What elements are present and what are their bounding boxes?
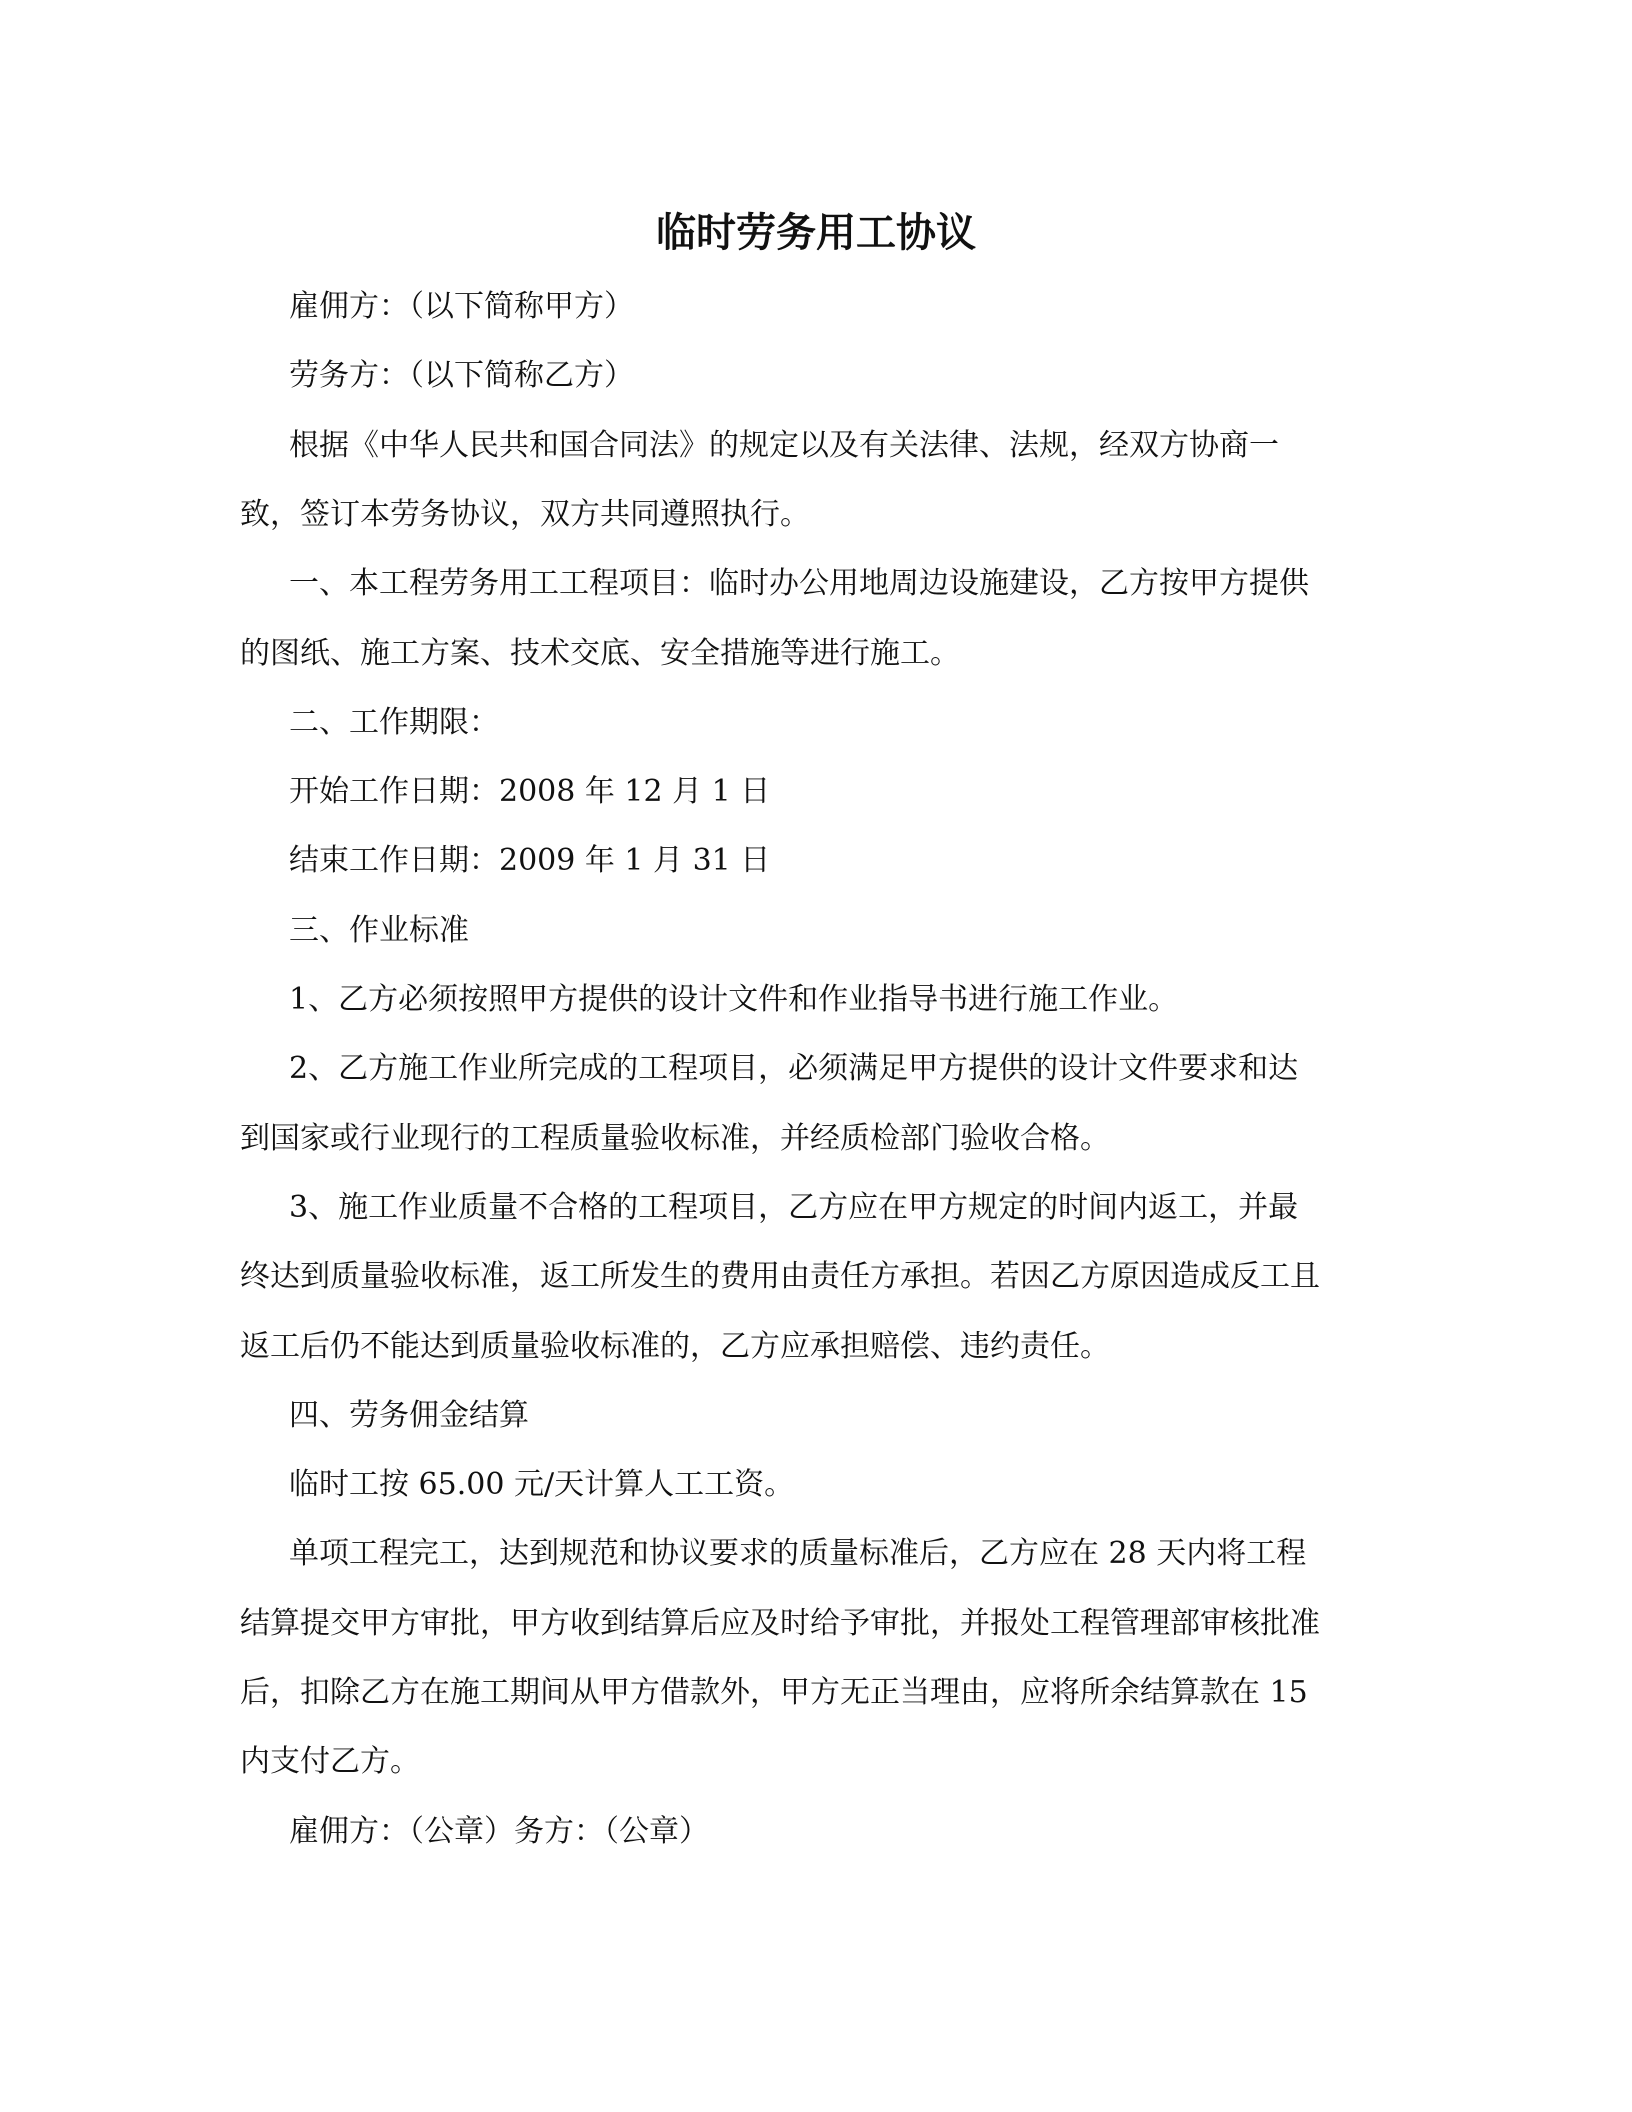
paragraph-line: 雇佣方：（公章）务方：（公章） [289, 1813, 709, 1849]
paragraph-line: 结束工作日期：2009 年 1 月 31 日 [289, 843, 771, 879]
paragraph-continuation-line: 后，扣除乙方在施工期间从甲方借款外，甲方无正当理由，应将所余结算款在 15 [240, 1675, 1308, 1710]
paragraph-line: 一、本工程劳务用工工程项目：临时办公用地周边设施建设，乙方按甲方提供 [289, 566, 1309, 602]
paragraph-line: 雇佣方：（以下简称甲方） [289, 289, 634, 324]
document-title: 临时劳务用工协议 [656, 209, 976, 256]
paragraph-continuation-line: 的图纸、施工方案、技术交底、安全措施等进行施工。 [240, 635, 960, 671]
paragraph-continuation-line: 结算提交甲方审批，甲方收到结算后应及时给予审批，并报处工程管理部审核批准 [240, 1605, 1320, 1641]
paragraph-line: 二、工作期限： [289, 704, 499, 740]
paragraph-continuation-line: 返工后仍不能达到质量验收标准的，乙方应承担赔偿、违约责任。 [240, 1328, 1110, 1364]
paragraph-continuation-line: 终达到质量验收标准，返工所发生的费用由责任方承担。若因乙方原因造成反工且 [240, 1259, 1320, 1295]
paragraph-line: 1、乙方必须按照甲方提供的设计文件和作业指导书进行施工作业。 [289, 982, 1179, 1017]
paragraph-line: 3、施工作业质量不合格的工程项目，乙方应在甲方规定的时间内返工，并最 [289, 1189, 1299, 1225]
paragraph-line: 三、作业标准 [289, 912, 469, 948]
paragraph-line: 四、劳务佣金结算 [289, 1397, 529, 1433]
paragraph-line: 2、乙方施工作业所完成的工程项目，必须满足甲方提供的设计文件要求和达 [289, 1051, 1299, 1087]
paragraph-continuation-line: 内支付乙方。 [240, 1744, 420, 1780]
paragraph-line: 劳务方：（以下简称乙方） [289, 358, 634, 394]
paragraph-line: 临时工按 65.00 元/天计算人工工资。 [289, 1467, 795, 1503]
paragraph-line: 开始工作日期：2008 年 12 月 1 日 [289, 774, 771, 810]
paragraph-line: 根据《中华人民共和国合同法》的规定以及有关法律、法规，经双方协商一 [289, 427, 1279, 463]
paragraph-continuation-line: 到国家或行业现行的工程质量验收标准，并经质检部门验收合格。 [240, 1120, 1110, 1156]
paragraph-line: 单项工程完工，达到规范和协议要求的质量标准后，乙方应在 28 天内将工程 [289, 1536, 1307, 1572]
paragraph-continuation-line: 致，签订本劳务协议，双方共同遵照执行。 [240, 496, 810, 532]
